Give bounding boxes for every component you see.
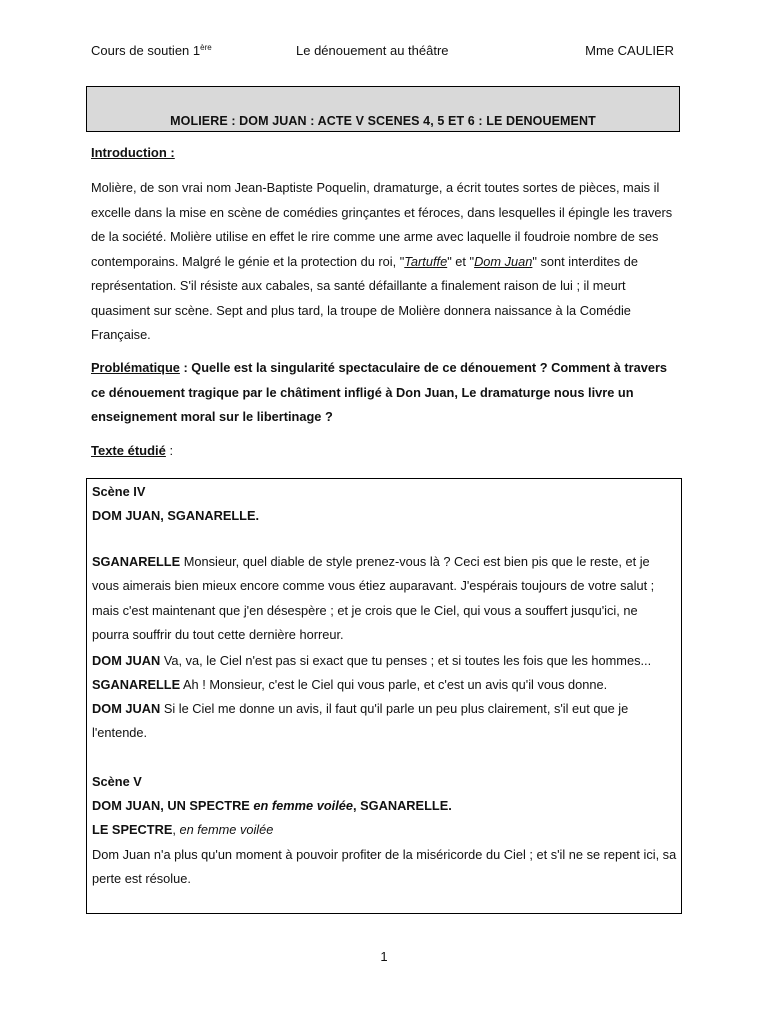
header-course-sup: ère xyxy=(200,43,212,52)
header-course: Cours de soutien 1 xyxy=(91,43,201,58)
header-left xyxy=(91,43,212,59)
texte-etudie-heading xyxy=(91,443,676,459)
studied-text-box xyxy=(86,478,682,914)
replica-text: Ah ! Monsieur, c'est le Ciel qui vous parle, et c'est un avis qu'il vous donne. xyxy=(180,677,608,692)
title-box xyxy=(86,86,680,132)
spectre-sep: , xyxy=(172,822,180,837)
speaker-domjuan: DOM JUAN xyxy=(92,653,161,668)
intro-text-1: Molière, de son vrai nom Jean-Baptiste Poquelin, dramaturge, a écrit toutes sortes de pièces, mais il excelle dans la mise en scène de comédies grinçantes et féroces, dans lesquelles il épingle les travers de la société. Molière utilise en effet le rire comme une arme avec laquelle il foudroie nombre de ses contemporains. Malgré le génie et la protection du roi, " xyxy=(91,180,673,269)
header-right: Mme CAULIER xyxy=(585,43,674,58)
tartuffe-title: Tartuffe xyxy=(404,253,448,269)
replica-domjuan-2 xyxy=(92,697,677,746)
intro-text-2: " et " xyxy=(447,253,475,269)
scene-5-chars-b: en femme voilée xyxy=(253,798,353,813)
scene-4-characters: DOM JUAN, SGANARELLE. xyxy=(92,508,260,523)
domjuan-title: Dom Juan xyxy=(474,253,533,269)
spectre-italic: en femme voilée xyxy=(179,822,274,837)
scene-5-heading: Scène V xyxy=(92,774,142,789)
texte-etudie-label: Texte étudié xyxy=(91,443,166,458)
problematique-text: : Quelle est la singularité spectaculaire de ce dénouement ? Comment à travers ce dénouement tragique par le châtiment infligé à Don Juan, Le dramaturge nous livre un enseignement moral sur le libertinage ? xyxy=(91,360,668,424)
replica-text: Si le Ciel me donne un avis, il faut qu'il parle un peu plus clairement, s'il eut que je l'entende. xyxy=(92,701,629,741)
replica-sganarelle-1 xyxy=(92,550,677,647)
scene-5-chars-a: DOM JUAN, UN SPECTRE xyxy=(92,798,254,813)
speaker-sganarelle: SGANARELLE xyxy=(92,677,181,692)
scene-5-characters xyxy=(92,794,677,818)
replica-domjuan-1 xyxy=(92,649,677,673)
introduction-heading xyxy=(91,145,676,161)
problematique-label: Problématique xyxy=(91,360,180,375)
header-center: Le dénouement au théâtre xyxy=(296,43,449,58)
speaker-spectre: LE SPECTRE xyxy=(92,822,173,837)
scene-4-heading: Scène IV xyxy=(92,484,146,499)
replica-sganarelle-2 xyxy=(92,673,677,697)
replica-spectre: Dom Juan n'a plus qu'un moment à pouvoir profiter de la miséricorde du Ciel ; et s'il ne se repent ici, sa perte est résolue. xyxy=(92,847,677,887)
page-number: 1 xyxy=(380,949,388,964)
speaker-sganarelle: SGANARELLE xyxy=(92,554,181,569)
page-title: MOLIERE : DOM JUAN : ACTE V SCENES 4, 5 ET 6 : LE DENOUEMENT xyxy=(170,114,596,128)
intro-text-3: " sont interdites de représentation. S'il résiste aux cabales, sa santé défaillante a finalement raison de lui ; il meurt quasiment sur scène. Sept and plus tard, la troupe de Molière donnera naissance à la Comédie Française. xyxy=(91,253,638,342)
speaker-domjuan: DOM JUAN xyxy=(92,701,161,716)
texte-etudie-suffix: : xyxy=(165,443,174,458)
scene-5-chars-c: , SGANARELLE. xyxy=(352,798,452,813)
introduction-paragraph xyxy=(91,176,676,348)
replica-text: Monsieur, quel diable de style prenez-vous là ? Ceci est bien pis que le reste, et je vous aimerais bien mieux encore comme vous étiez auparavant. J'espérais toujours de votre salut ; mais c'est maintenant que j'en désespère ; et je crois que le Ciel, qui vous a souffert jusqu'ici, ne pourra souffrir du tout cette dernière horreur. xyxy=(92,554,655,642)
problematique-paragraph xyxy=(91,356,676,430)
introduction-heading-text: Introduction : xyxy=(91,145,175,160)
spectre-stage-direction xyxy=(92,818,677,842)
replica-text: Va, va, le Ciel n'est pas si exact que tu penses ; et si toutes les fois que les hommes... xyxy=(160,653,652,668)
